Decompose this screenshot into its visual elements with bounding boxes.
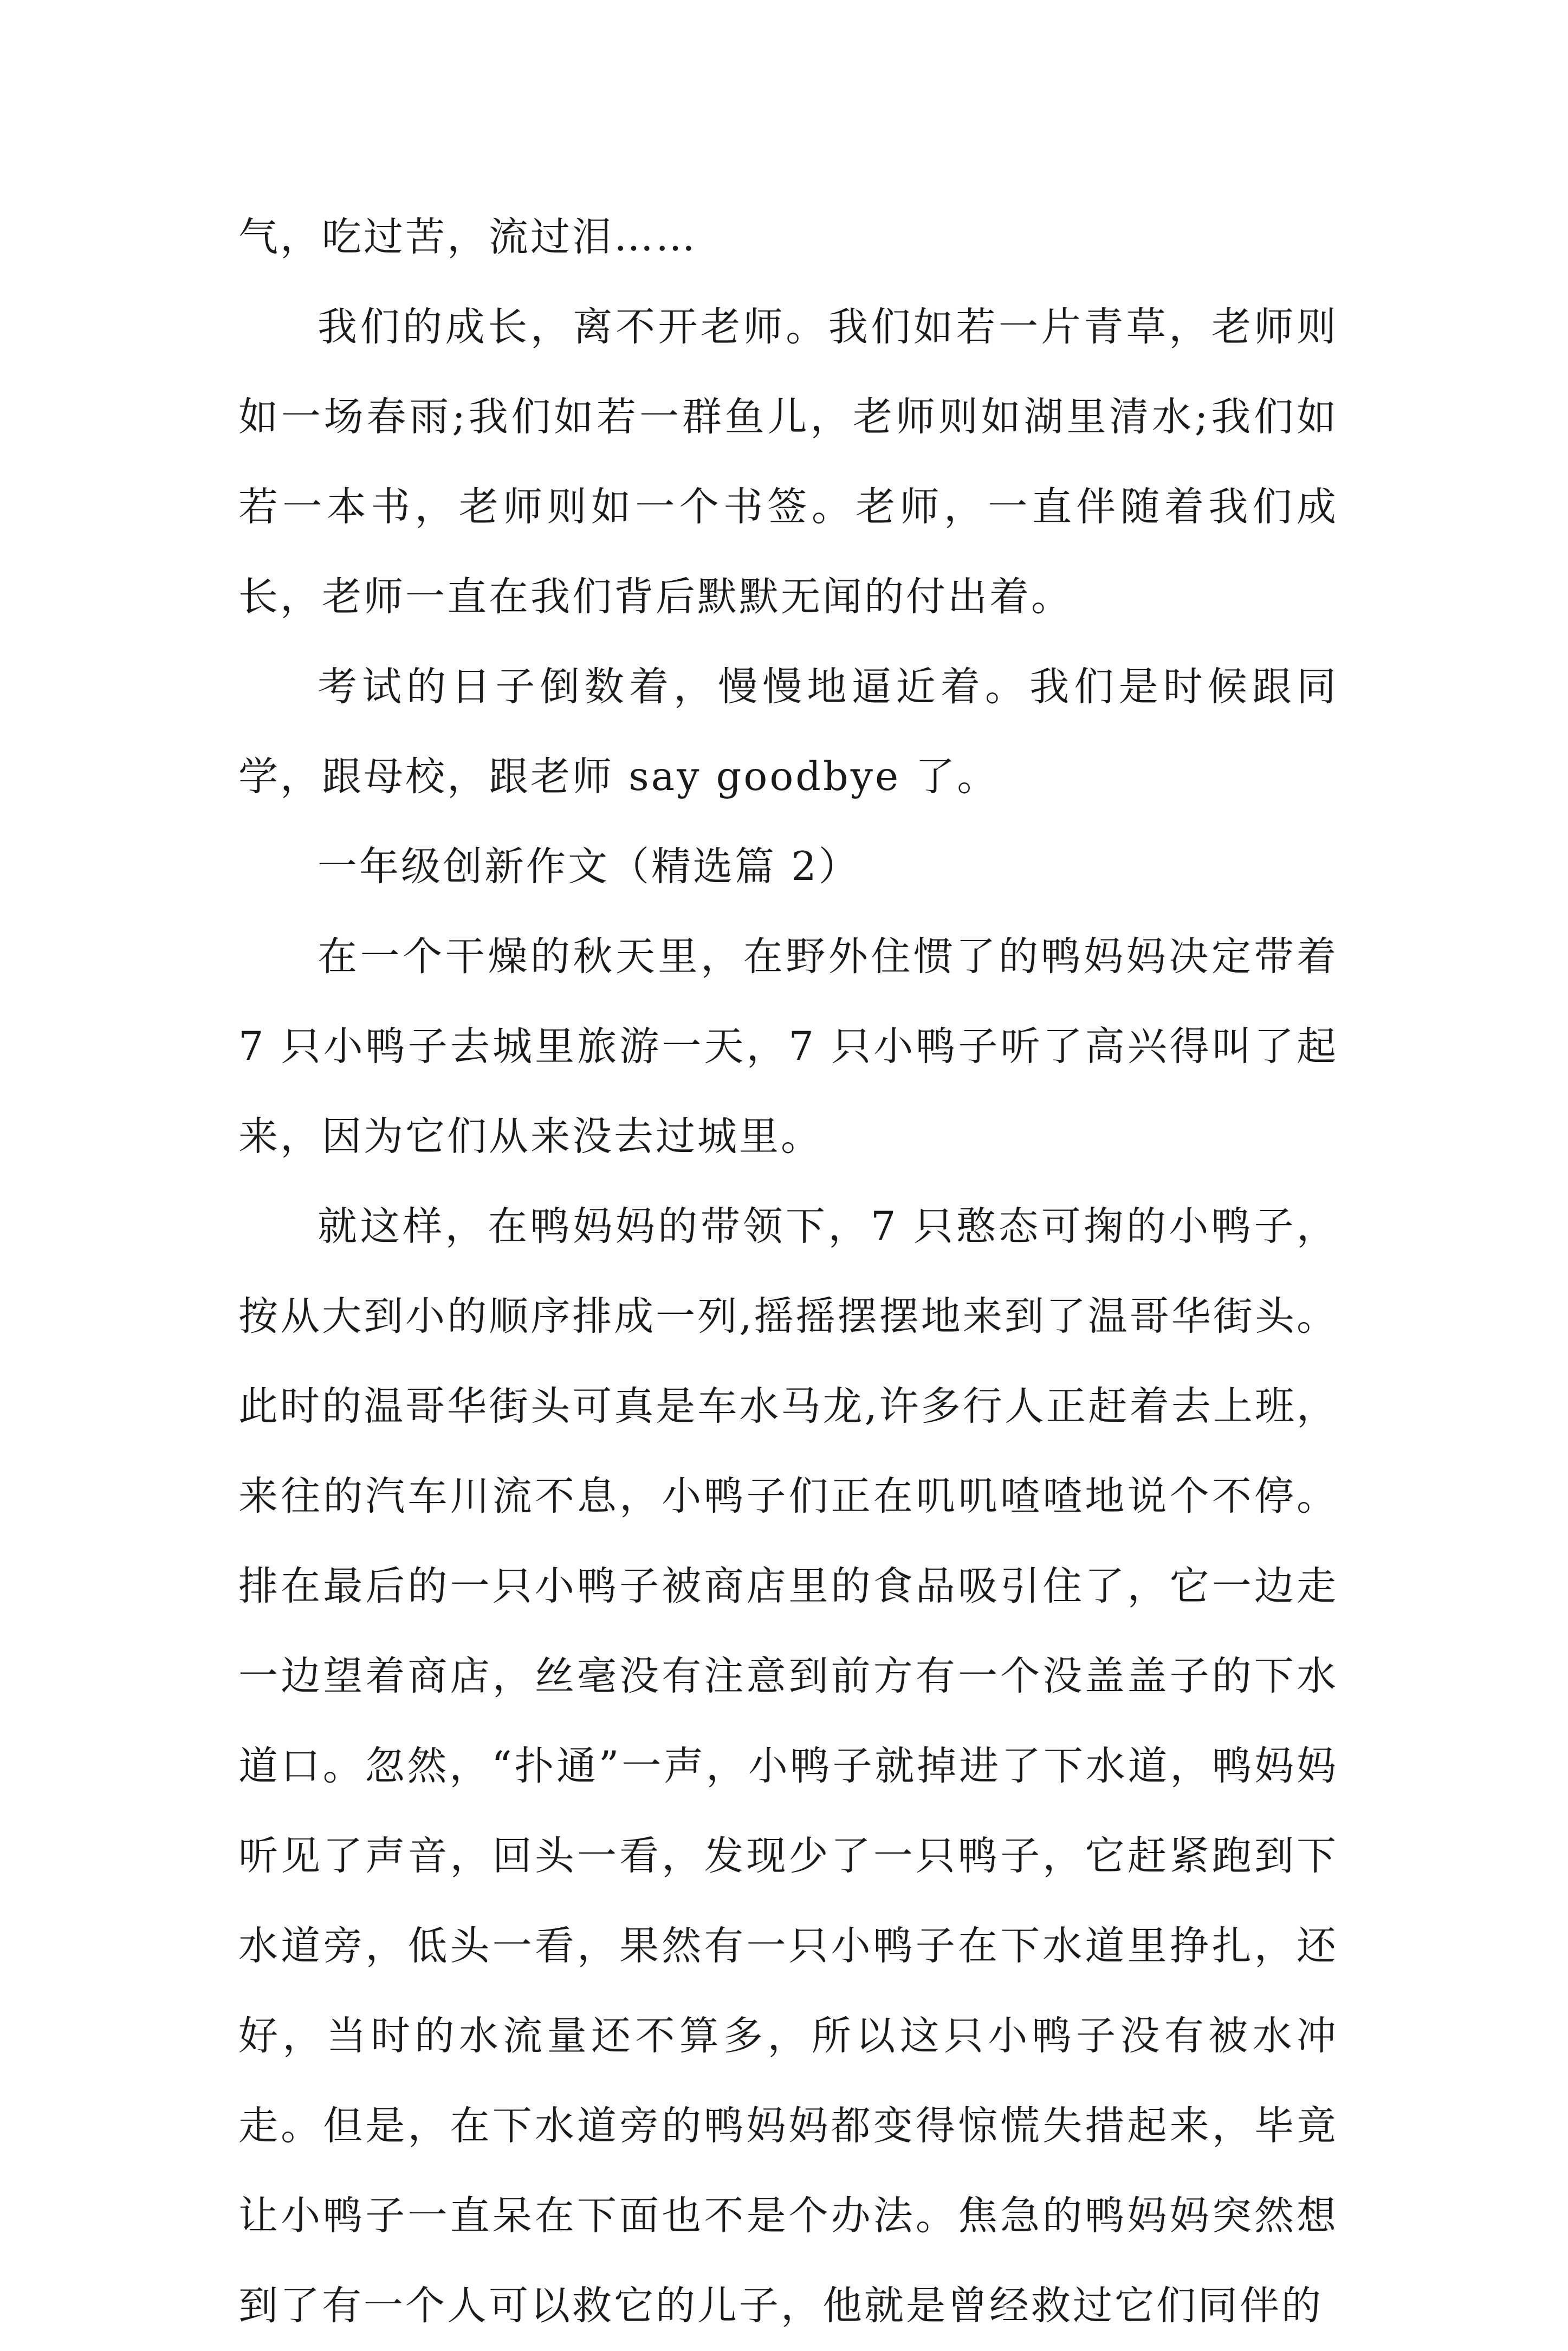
paragraph-duck-trip: 在一个干燥的秋天里，在野外住惯了的鸭妈妈决定带着 7 只小鸭子去城里旅游一天，7 只小鸭子听了高兴得叫了起来，因为它们从来没去过城里。 bbox=[238, 934, 1338, 1160]
article-body bbox=[238, 192, 1338, 2351]
section-heading: 一年级创新作文（精选篇 2） bbox=[318, 844, 860, 890]
paragraph-duck-story: 就这样，在鸭妈妈的带领下，7 只憨态可掬的小鸭子，按从大到小的顺序排成一列,摇摇摆摆地来到了温哥华街头。此时的温哥华街头可真是车水马龙,许多行人正赶着去上班，来往的汽车川流不息，小鸭子们正在叽叽喳喳地说个不停。排在最后的一只小鸭子被商店里的食品吸引住了，它一边走一边望着商店，丝毫没有注意到前方有一个没盖盖子的下水道口。忽然，“扑通”一声，小鸭子就掉进了下水道，鸭妈妈听见了声音，回头一看，发现少了一只鸭子，它赶紧跑到下水道旁，低头一看，果然有一只小鸭子在下水道里挣扎，还好，当时的水流量还不算多，所以这只小鸭子没有被水冲走。但是，在下水道旁的鸭妈妈都变得惊慌失措起来，毕竟让小鸭子一直呆在下面也不是个办法。焦急的鸭妈妈突然想到了有一个人可以救它的儿子，他就是曾经救过它们同伴的 bbox=[238, 1203, 1338, 2329]
paragraph-teacher-growth: 我们的成长，离不开老师。我们如若一片青草，老师则如一场春雨;我们如若一群鱼儿，老师则如湖里清水;我们如若一本书，老师则如一个书签。老师，一直伴随着我们成长，老师一直在我们背后默默无闻的付出着。 bbox=[238, 304, 1338, 620]
paragraph-exam-goodbye: 考试的日子倒数着，慢慢地逼近着。我们是时候跟同学，跟母校，跟老师 say goodbye 了。 bbox=[238, 664, 1338, 800]
paragraph-continued: 气，吃过苦，流过泪…… bbox=[238, 214, 697, 260]
